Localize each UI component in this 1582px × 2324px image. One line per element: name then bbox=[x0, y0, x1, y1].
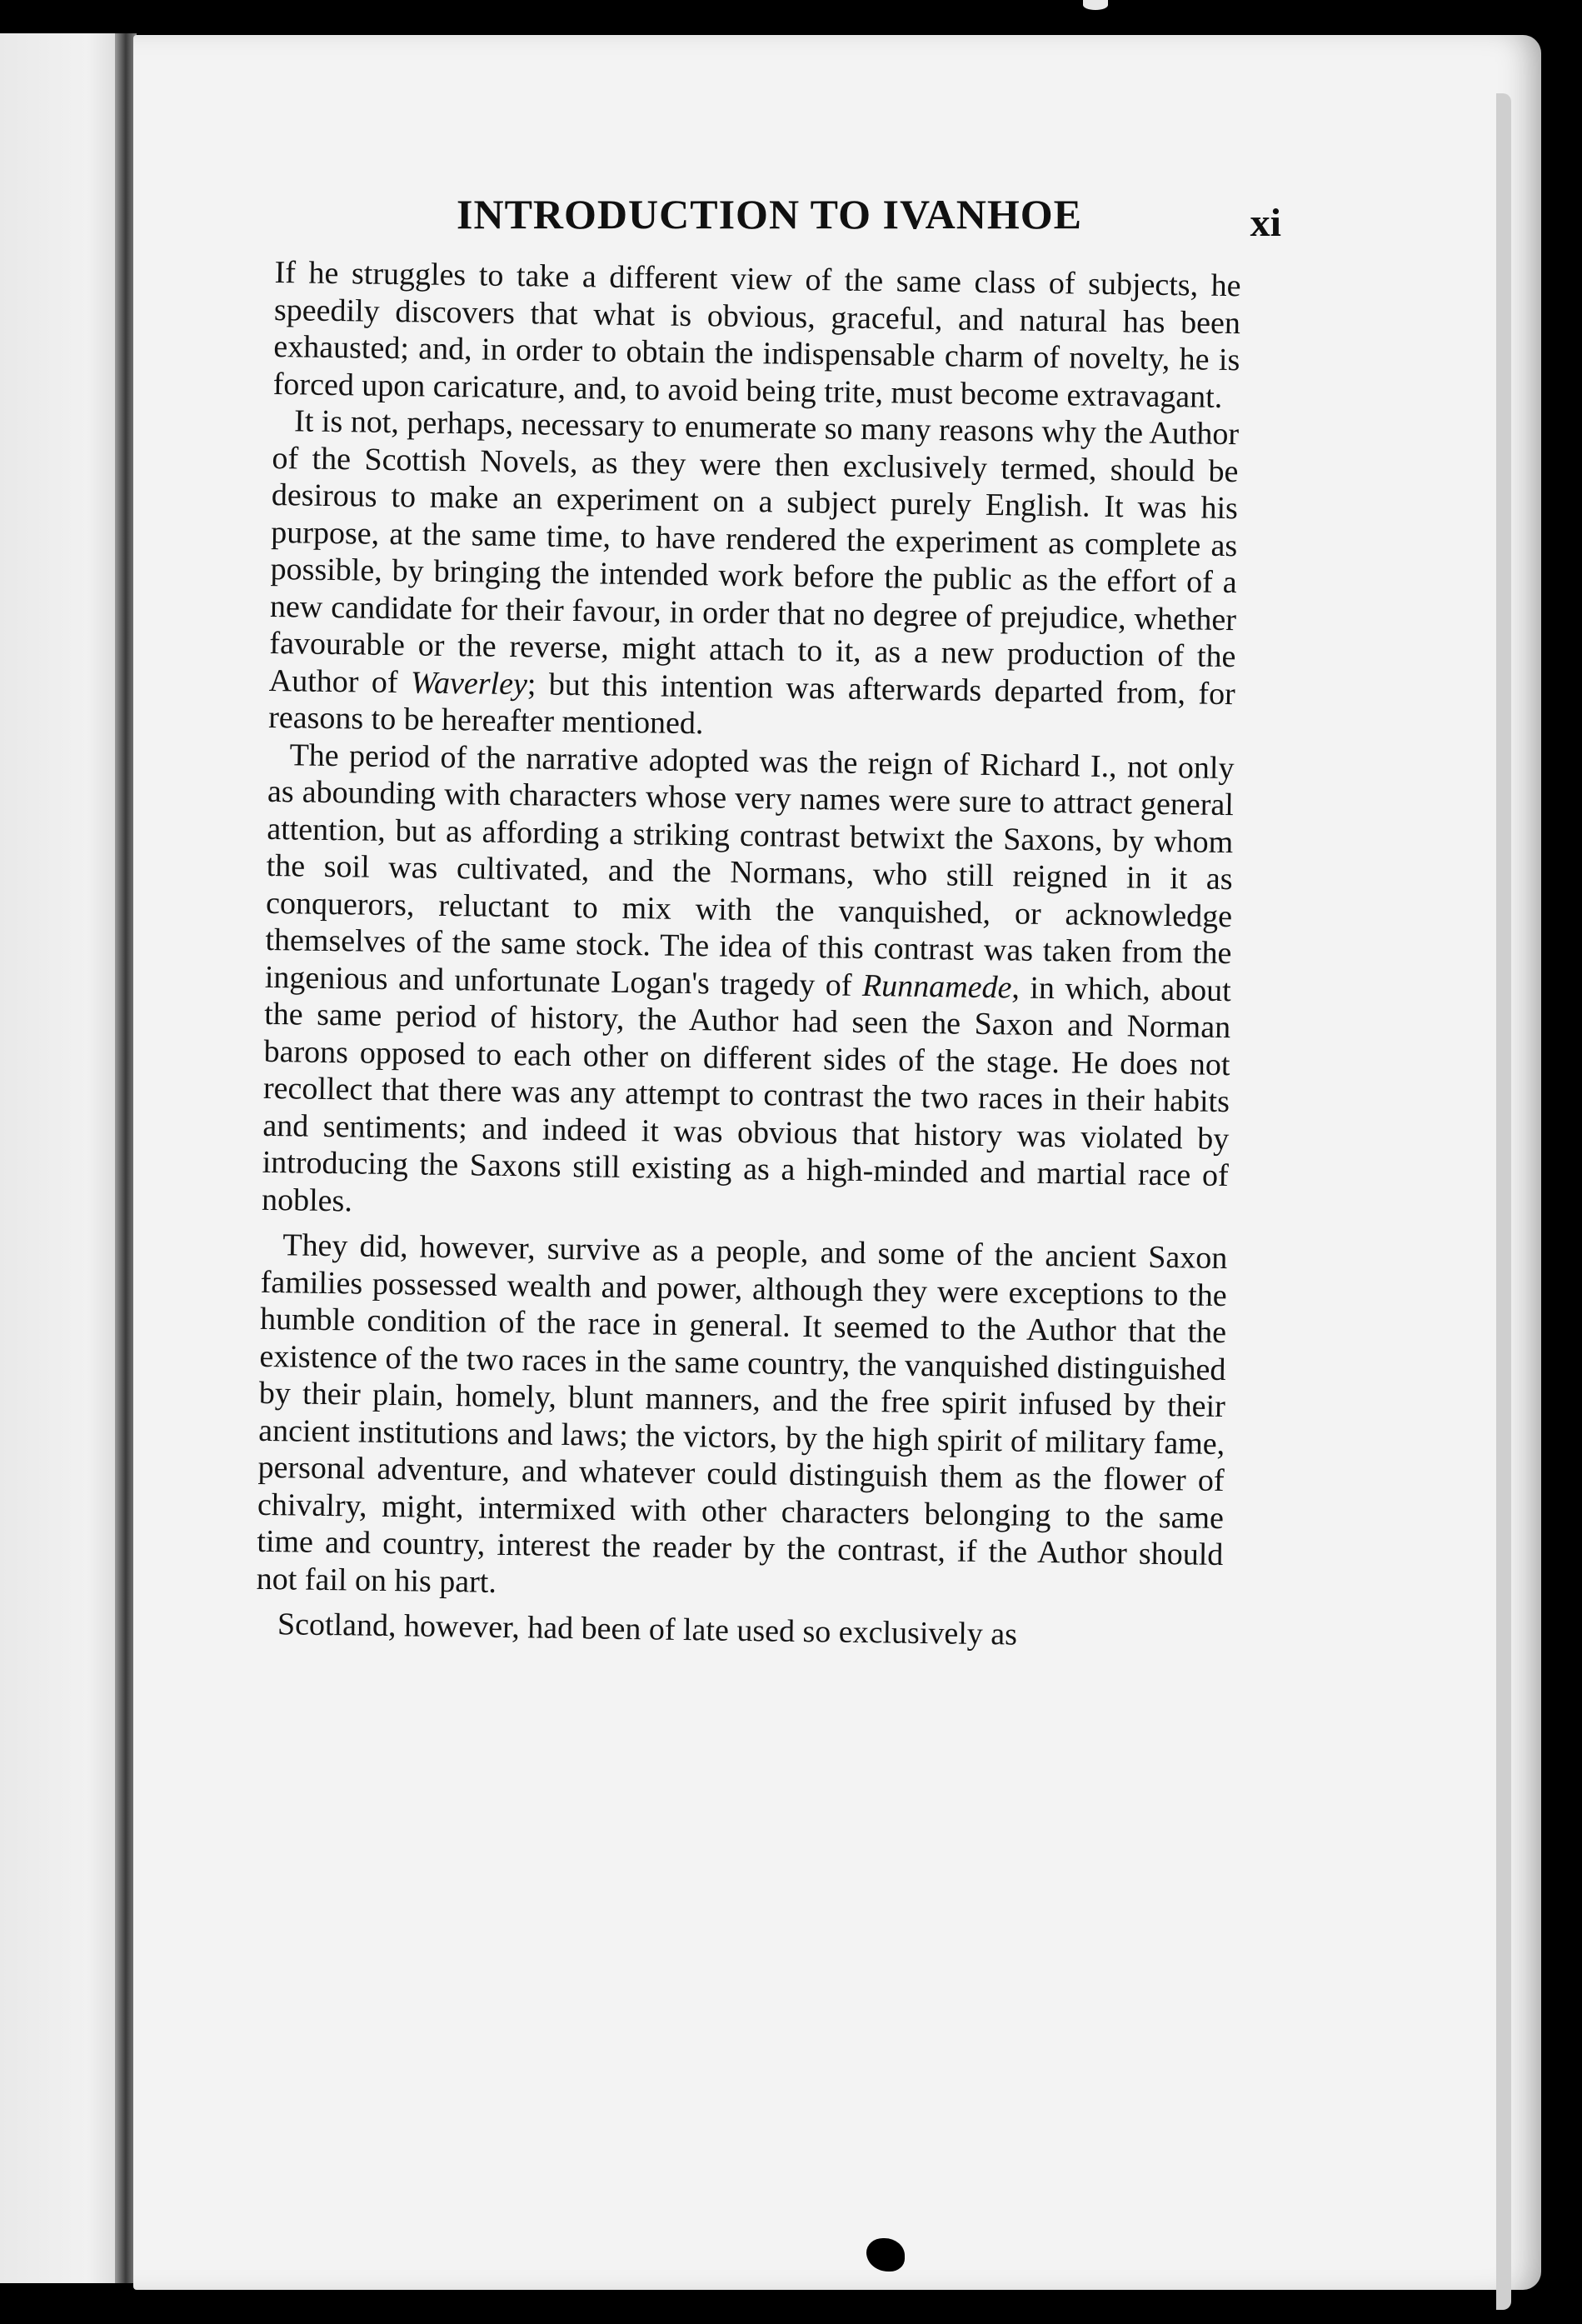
italic-waverley: Waverley bbox=[410, 664, 528, 702]
scan-artifact-top bbox=[1083, 0, 1108, 10]
paragraph-3-text-a: The period of the narrative adopted was the reign of Richard I., not only as abounding with characters whose very names were sure to attract general attention, but as affording a striking contrast betwixt the Saxons, by whom the soil was cultivated, and the Normans, who still reigned in it as conquerors, reluctant to mix with the vanquished, or acknowledge themselves of the same stock. The idea of this contrast was taken from the ingenious and unfortunate Logan's tragedy of bbox=[264, 737, 1235, 1003]
paragraph-4: They did, however, survive as a people, and some of the ancient Saxon families possessed wealth and power, although they were exceptions to the humble condition of the race in general. It seemed to the Author that the existence of the two races in the same country, the vanquished distinguished by their plain, homely, blunt manners, and the free spirit infused by their ancient institutions and laws; the victors, by the high spirit of military fame, personal adventure, and whatever could distinguish them as the flower of chivalry, might, intermixed with other characters belonging to the same time and country, interest the reader by the contrast, if the Author should not fail on his part. bbox=[256, 1227, 1228, 1600]
facing-page-edge bbox=[0, 33, 125, 2283]
page-number: xi bbox=[1250, 201, 1281, 245]
paragraph-3-text-b: , in which, about the same period of history, the Author had seen the Saxon and Norman barons opposed to each other on different sides of the stage. He does not recollect that there was any attempt to contrast the two races in their habits and sentiments; and indeed it was obvious that history was violated by introducing the Saxons still existing as a high-minded and martial race of nobles. bbox=[261, 969, 1232, 1218]
paragraph-3 bbox=[262, 736, 1235, 1232]
page-body-text bbox=[256, 254, 1241, 1657]
italic-runnamede: Runnamede bbox=[861, 967, 1012, 1005]
running-header: INTRODUCTION TO IVANHOE bbox=[457, 191, 1082, 237]
paragraph-2 bbox=[268, 402, 1239, 750]
paragraph-2-text-b: ; but this intention was afterwards departed from, for reasons to be hereafter mentioned. bbox=[267, 666, 1236, 742]
paragraph-1: If he struggles to take a different view of the same class of subjects, he speedily discovers that what is obvious, graceful, and natural has been exhausted; and, in order to obtain the indispensable charm of novelty, he is forced upon caricature, and, to avoid being trite, must become extravagant. bbox=[272, 254, 1241, 415]
page-fore-edge bbox=[1496, 93, 1511, 2310]
paragraph-5: Scotland, however, had been of late used so exclusively as bbox=[277, 1607, 1018, 1652]
paragraph-2-text-a: It is not, perhaps, necessary to enumerate so many reasons why the Author of the Scottish Novels, as they were then exclusively termed, should be desirous to make an experiment on a subject purely English. It was his purpose, at the same time, to have rendered the experiment as complete as possible, by bringing the intended work before the public as the effort of a new candidate for their favour, in order that no degree of prejudice, whether favourable or the reverse, might attach to it, as a new production of the Author of bbox=[268, 403, 1240, 700]
